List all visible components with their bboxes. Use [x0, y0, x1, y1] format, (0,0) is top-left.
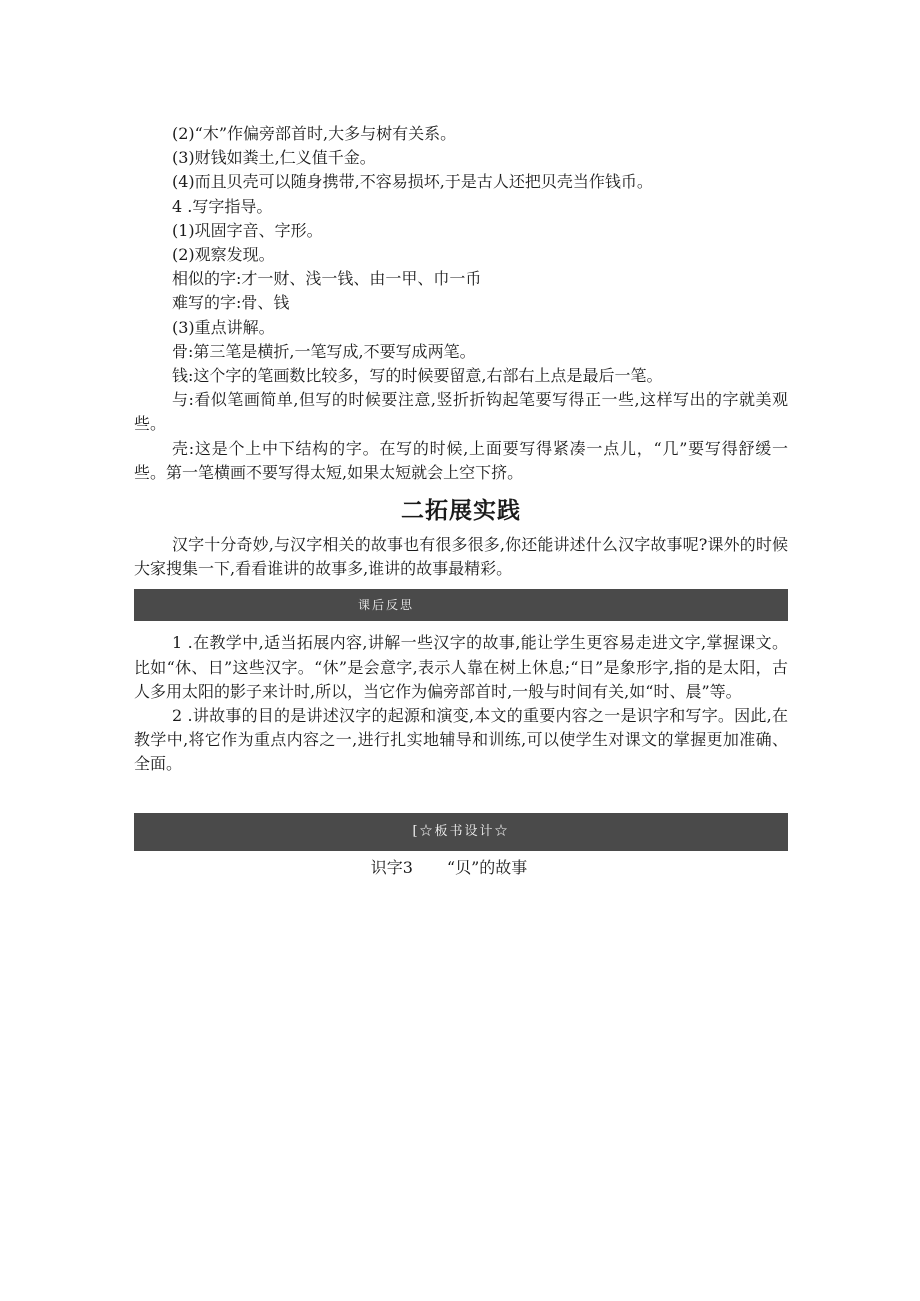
text-line: 4 .写字指导。	[172, 196, 273, 216]
board-title-right: “贝”的故事	[446, 857, 528, 877]
text-line: (2)观察发现。	[172, 245, 275, 265]
section-paragraph: 汉字十分奇妙,与汉字相关的故事也有很多很多,你还能讲述什么汉字故事呢?课外的时候大家搜集一下,看看谁讲的故事多,谁讲的故事最精彩。	[134, 535, 788, 579]
text-line: 难写的字:骨、钱	[172, 293, 290, 313]
reflection-paragraph-2: 2 .讲故事的目的是讲述汉字的起源和演变,本文的重要内容之一是识字和写字。因此,在教学中,将它作为重点内容之一,进行扎实地辅导和训练,可以使学生对课文的掌握更加准确、全面。	[134, 706, 788, 774]
section-title: 二拓展实践	[401, 497, 521, 525]
text-line: 骨:第三笔是横折,一笔写成,不要写成两笔。	[172, 341, 476, 361]
reflection-paragraph-1: 1 .在教学中,适当拓展内容,讲解一些汉字的故事,能让学生更容易走进文字,掌握课文。比如“休、日”这些汉字。“休”是会意字,表示人靠在树上休息;“日”是象形字,指的是太阳，古人多用太阳的影子来计时,所以，当它作为偏旁部首时,一般与时间有关,如“时、晨”等。	[134, 633, 788, 701]
text-line: 钱:这个字的笔画数比较多，写的时候要留意,右部右上点是最后一笔。	[172, 366, 663, 386]
text-line: (2)“木”作偏旁部首时,大多与树有关系。	[172, 124, 457, 143]
document-page	[134, 122, 788, 883]
board-title-left: 识字3	[370, 857, 413, 877]
board-title	[134, 853, 788, 883]
text-line: (3)财钱如粪土,仁义值千金。	[172, 148, 376, 168]
text-line: (3)重点讲解。	[172, 317, 275, 337]
text-line: (1)巩固字音、字形。	[172, 220, 323, 240]
text-line: (4)而且贝壳可以随身携带,不容易损坏,于是古人还把贝壳当作钱币。	[172, 172, 653, 192]
paragraph-yu: 与:看似笔画简单,但写的时候要注意,竖折折钩起笔要写得正一些,这样写出的字就美观些。	[134, 390, 788, 434]
reflection-banner: 课后反思	[134, 589, 788, 621]
text-line: 相似的字:才一财、浅一钱、由一甲、巾一币	[172, 269, 482, 289]
board-design-banner: [☆板书设计☆	[134, 813, 788, 851]
paragraph-ke: 壳:这是个上中下结构的字。在写的时候,上面要写得紧凑一点儿，“几”要写得舒缓一些。第一笔横画不要写得太短,如果太短就会上空下挤。	[134, 438, 788, 482]
